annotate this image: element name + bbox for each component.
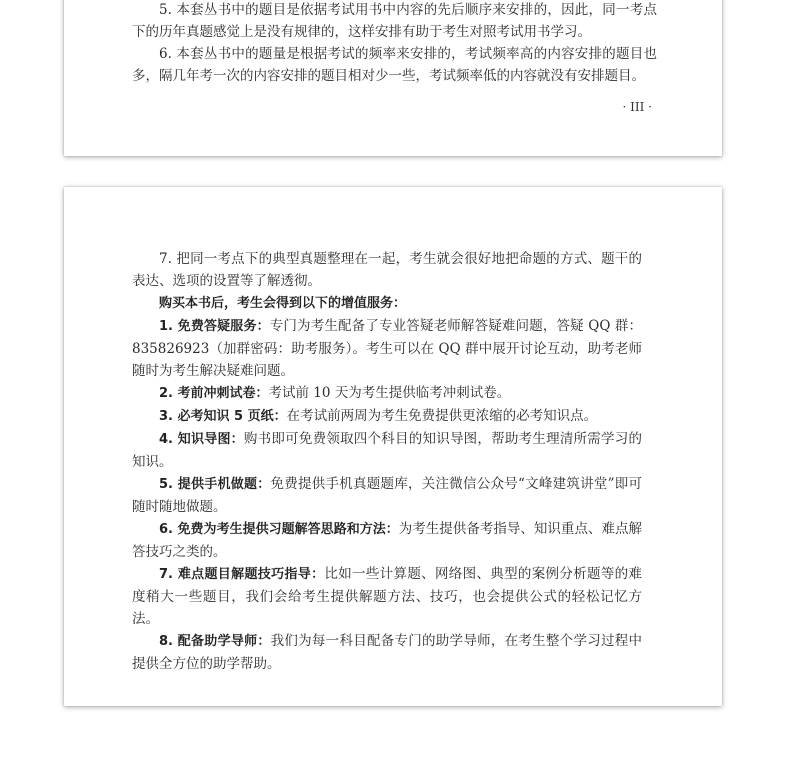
services-heading-paragraph [132,292,642,315]
service-title: 3. 必考知识 5 页纸： [159,409,287,424]
service-title: 4. 知识导图： [159,432,244,447]
service-item [132,315,642,382]
document-page-bottom [64,187,722,706]
document-page-top [64,0,722,156]
paragraph-7: 7. 把同一考点下的典型真题整理在一起，考生就会很好地把命题的方式、题干的表达、选项的设置等了解透彻。 [132,251,642,289]
service-text: 为考生提供备考指导、知识重点、难点解答技巧之类的。 [132,521,643,560]
service-item [132,518,642,563]
page-top-body [132,0,657,87]
services-heading: 购买本书后，考生会得到以下的增值服务： [159,296,407,311]
paragraph-6: 6. 本套丛书中的题量是根据考试的频率来安排的，考试频率高的内容安排的题目也多，隔几年考一次的内容安排的题目相对少一些，考试频率低的内容就没有安排题目。 [132,46,657,84]
service-text: 在考试前两周为考生免费提供更浓缩的必考知识点。 [286,408,598,424]
service-text: 比如一些计算题、网络图、典型的案例分析题等的难度稍大一些题目，我们会给考生提供解题方法、技巧，也会提供公式的轻松记忆方法。 [132,566,642,627]
service-title: 1. 免费答疑服务： [159,319,270,334]
service-title: 5. 提供手机做题： [159,477,271,492]
service-item [132,382,642,405]
service-text: 考试前 10 天为考生提供临考冲刺试卷。 [268,385,511,401]
service-item [132,630,642,675]
service-text: 免费提供手机真题题库，关注微信公众号“文峰建筑讲堂”即可随时随地做题。 [132,476,642,515]
service-item [132,563,642,630]
service-item [132,405,642,428]
service-text: 购书即可免费领取四个科目的知识导图，帮助考生理清所需学习的知识。 [132,431,642,470]
page-number: · III · [622,100,652,114]
service-item [132,473,642,518]
service-title: 7. 难点题目解题技巧指导： [159,567,325,582]
paragraph-5: 5. 本套丛书中的题目是依据考试用书中内容的先后顺序来安排的，因此，同一考点下的历年真题感觉上是没有规律的，这样安排有助于考生对照考试用书学习。 [132,2,657,40]
service-text: 专门为考生配备了专业答疑老师解答疑难问题，答疑 QQ 群：835826923（加群密码：助考服务）。考生可以在 QQ 群中展开讨论互动，助考老师随时为考生解决疑难问题。 [132,318,642,379]
service-item [132,428,642,473]
service-title: 2. 考前冲刺试卷： [159,386,269,401]
service-title: 8. 配备助学导师： [159,634,271,649]
service-text: 我们为每一科目配备专门的助学导师，在考生整个学习过程中提供全方位的助学帮助。 [132,633,642,672]
service-title: 6. 免费为考生提供习题解答思路和方法： [159,522,399,537]
page-bottom-body [132,248,642,675]
